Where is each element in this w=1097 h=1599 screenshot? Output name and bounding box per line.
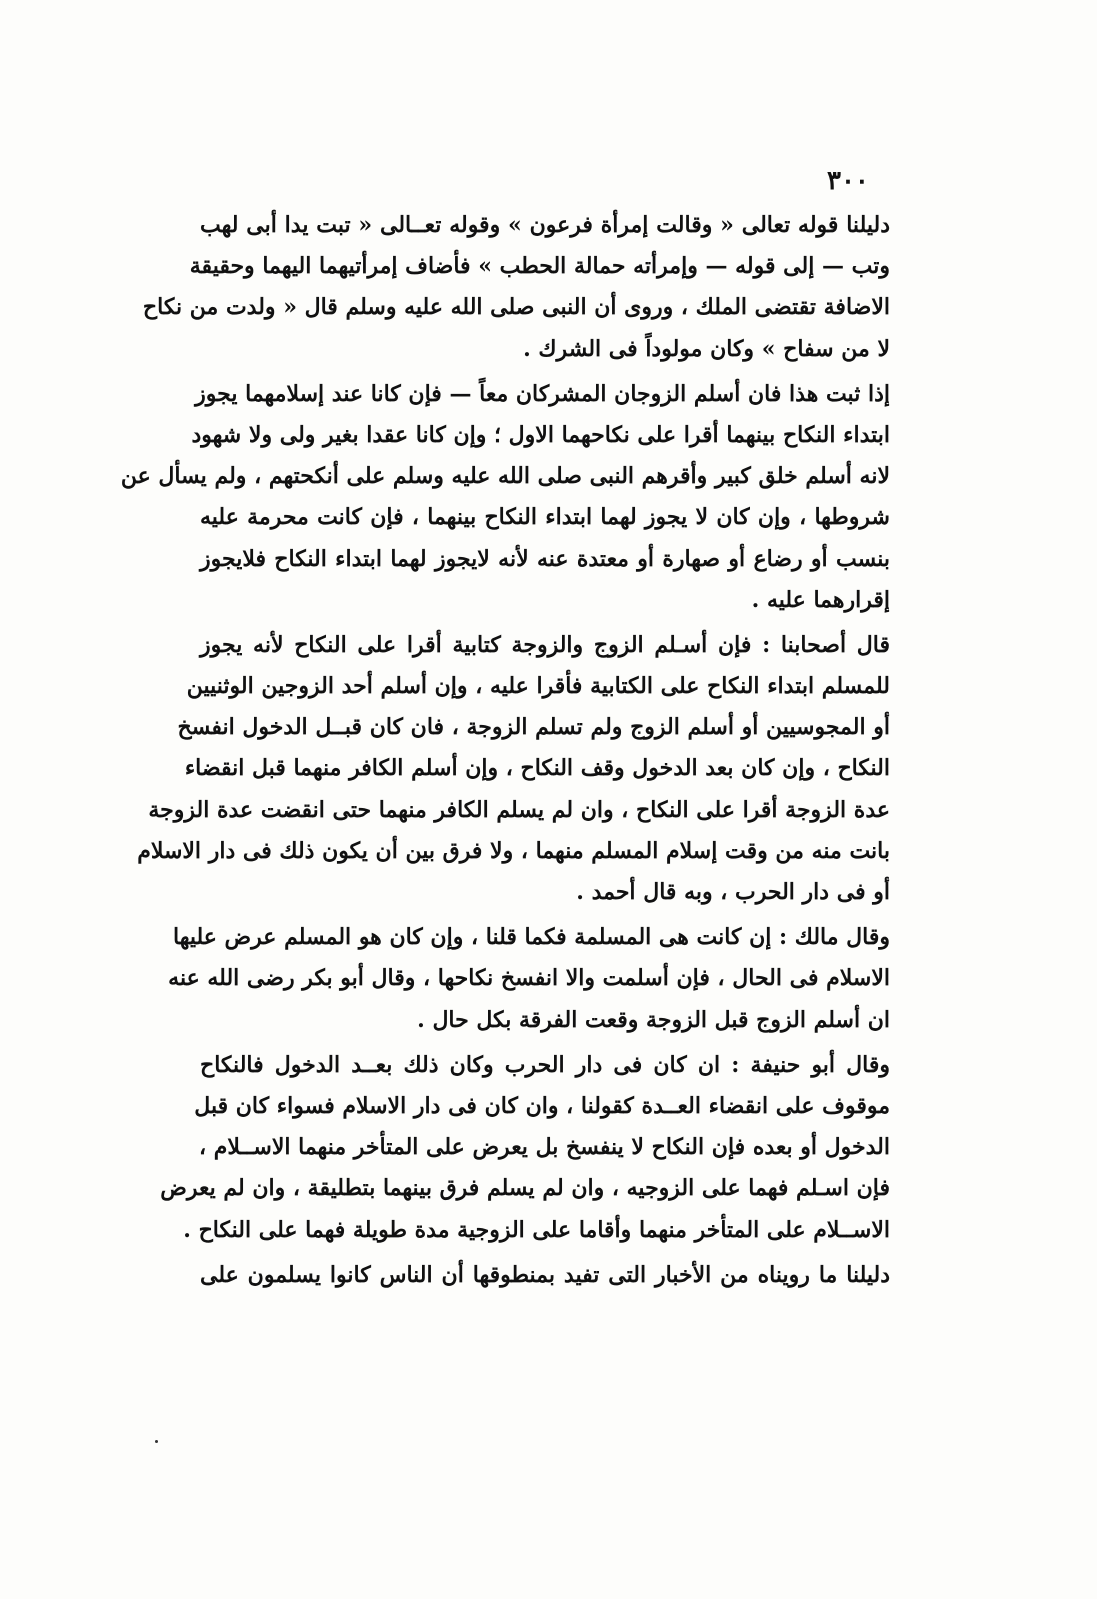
text-line: وتب — إلى قوله — وإمرأته حمالة الحطب » فأضاف إمرأتيهما اليهما وحقيقة <box>189 253 890 280</box>
text-line: الدخول أو بعده فإن النكاح لا ينفسخ بل يعرض على المتأخر منهما الاســلام ، <box>198 1134 890 1161</box>
body-text <box>120 205 890 1296</box>
text-line: عدة الزوجة أقرا على النكاح ، وان لم يسلم الكافر منهما حتى انقضت عدة الزوجة <box>148 796 890 823</box>
text-line: إذا ثبت هذا فان أسلم الزوجان المشركان معاً — فإن كانا عند إسلامهما يجوز <box>195 380 890 407</box>
text-line: النكاح ، وإن كان بعد الدخول وقف النكاح ، وإن أسلم الكافر منهما قبل انقضاء <box>184 755 890 782</box>
text-line: لانه أسلم خلق كبير وأقرهم النبى صلى الله عليه وسلم على أنكحتهم ، ولم يسأل عن <box>120 463 890 490</box>
text-line: قال أصحابنا : فإن أسـلم الزوج والزوجة كتابية أقرا على النكاح لأنه يجوز <box>200 631 890 658</box>
text-line: أو المجوسيين أو أسلم الزوج ولم تسلم الزوجة ، فان كان قبــل الدخول انفسخ <box>177 714 890 741</box>
text-line: الاضافة تقتضى الملك ، وروى أن النبى صلى الله عليه وسلم قال « ولدت من نكاح <box>142 294 890 321</box>
paragraph <box>168 917 890 1041</box>
paragraph <box>200 1255 890 1296</box>
text-line: وقال مالك : إن كانت هى المسلمة فكما قلنا ، وإن كان هو المسلم عرض عليها <box>173 924 890 951</box>
paragraph <box>137 625 890 913</box>
text-line: لا من سفاح » وكان مولوداً فى الشرك . <box>523 335 890 362</box>
text-line: الاســلام على المتأخر منهما وأقاما على الزوجية مدة طويلة فهما على النكاح . <box>183 1216 890 1243</box>
ink-speck <box>155 1440 158 1443</box>
paragraph <box>142 205 890 370</box>
text-line: للمسلم ابتداء النكاح على الكتابية فأقرا عليه ، وإن أسلم أحد الزوجين الوثنيين <box>186 673 890 700</box>
text-line: الاسلام فى الحال ، فإن أسلمت والا انفسخ نكاحها ، وقال أبو بكر رضى الله عنه <box>168 965 890 992</box>
text-line: ان أسلم الزوج قبل الزوجة وقعت الفرقة بكل حال . <box>417 1006 890 1033</box>
paragraph <box>160 1045 890 1251</box>
paragraph <box>120 374 890 621</box>
text-line: دليلنا ما رويناه من الأخبار التى تفيد بمنطوقها أن الناس كانوا يسلمون على <box>200 1261 890 1288</box>
text-line: موقوف على انقضاء العــدة كقولنا ، وان كان فى دار الاسلام فسواء كان قبل <box>194 1092 890 1119</box>
page-number: ٣٠٠ <box>827 166 869 196</box>
text-line: وقال أبو حنيفة : ان كان فى دار الحرب وكان ذلك بعــد الدخول فالنكاح <box>200 1051 890 1078</box>
text-line: بانت منه من وقت إسلام المسلم منهما ، ولا فرق بين أن يكون ذلك فى دار الاسلام <box>137 837 890 864</box>
text-line: شروطها ، وإن كان لا يجوز لهما ابتداء النكاح بينهما ، فإن كانت محرمة عليه <box>200 504 890 531</box>
text-line: أو فى دار الحرب ، وبه قال أحمد . <box>576 879 890 905</box>
text-line: بنسب أو رضاع أو صهارة أو معتدة عنه لأنه لايجوز لهما ابتداء النكاح فلايجوز <box>200 545 890 572</box>
text-line: فإن اسـلم فهما على الزوجيه ، وان لم يسلم فرق بينهما بتطليقة ، وان لم يعرض <box>160 1175 890 1202</box>
text-line: دليلنا قوله تعالى « وقالت إمرأة فرعون » وقوله تعــالى « تبت يدا أبى لهب <box>200 212 890 238</box>
text-line: ابتداء النكاح بينهما أقرا على نكاحهما الاول ؛ وإن كانا عقدا بغير ولى ولا شهود <box>191 421 890 448</box>
text-line: إقرارهما عليه . <box>751 586 890 613</box>
